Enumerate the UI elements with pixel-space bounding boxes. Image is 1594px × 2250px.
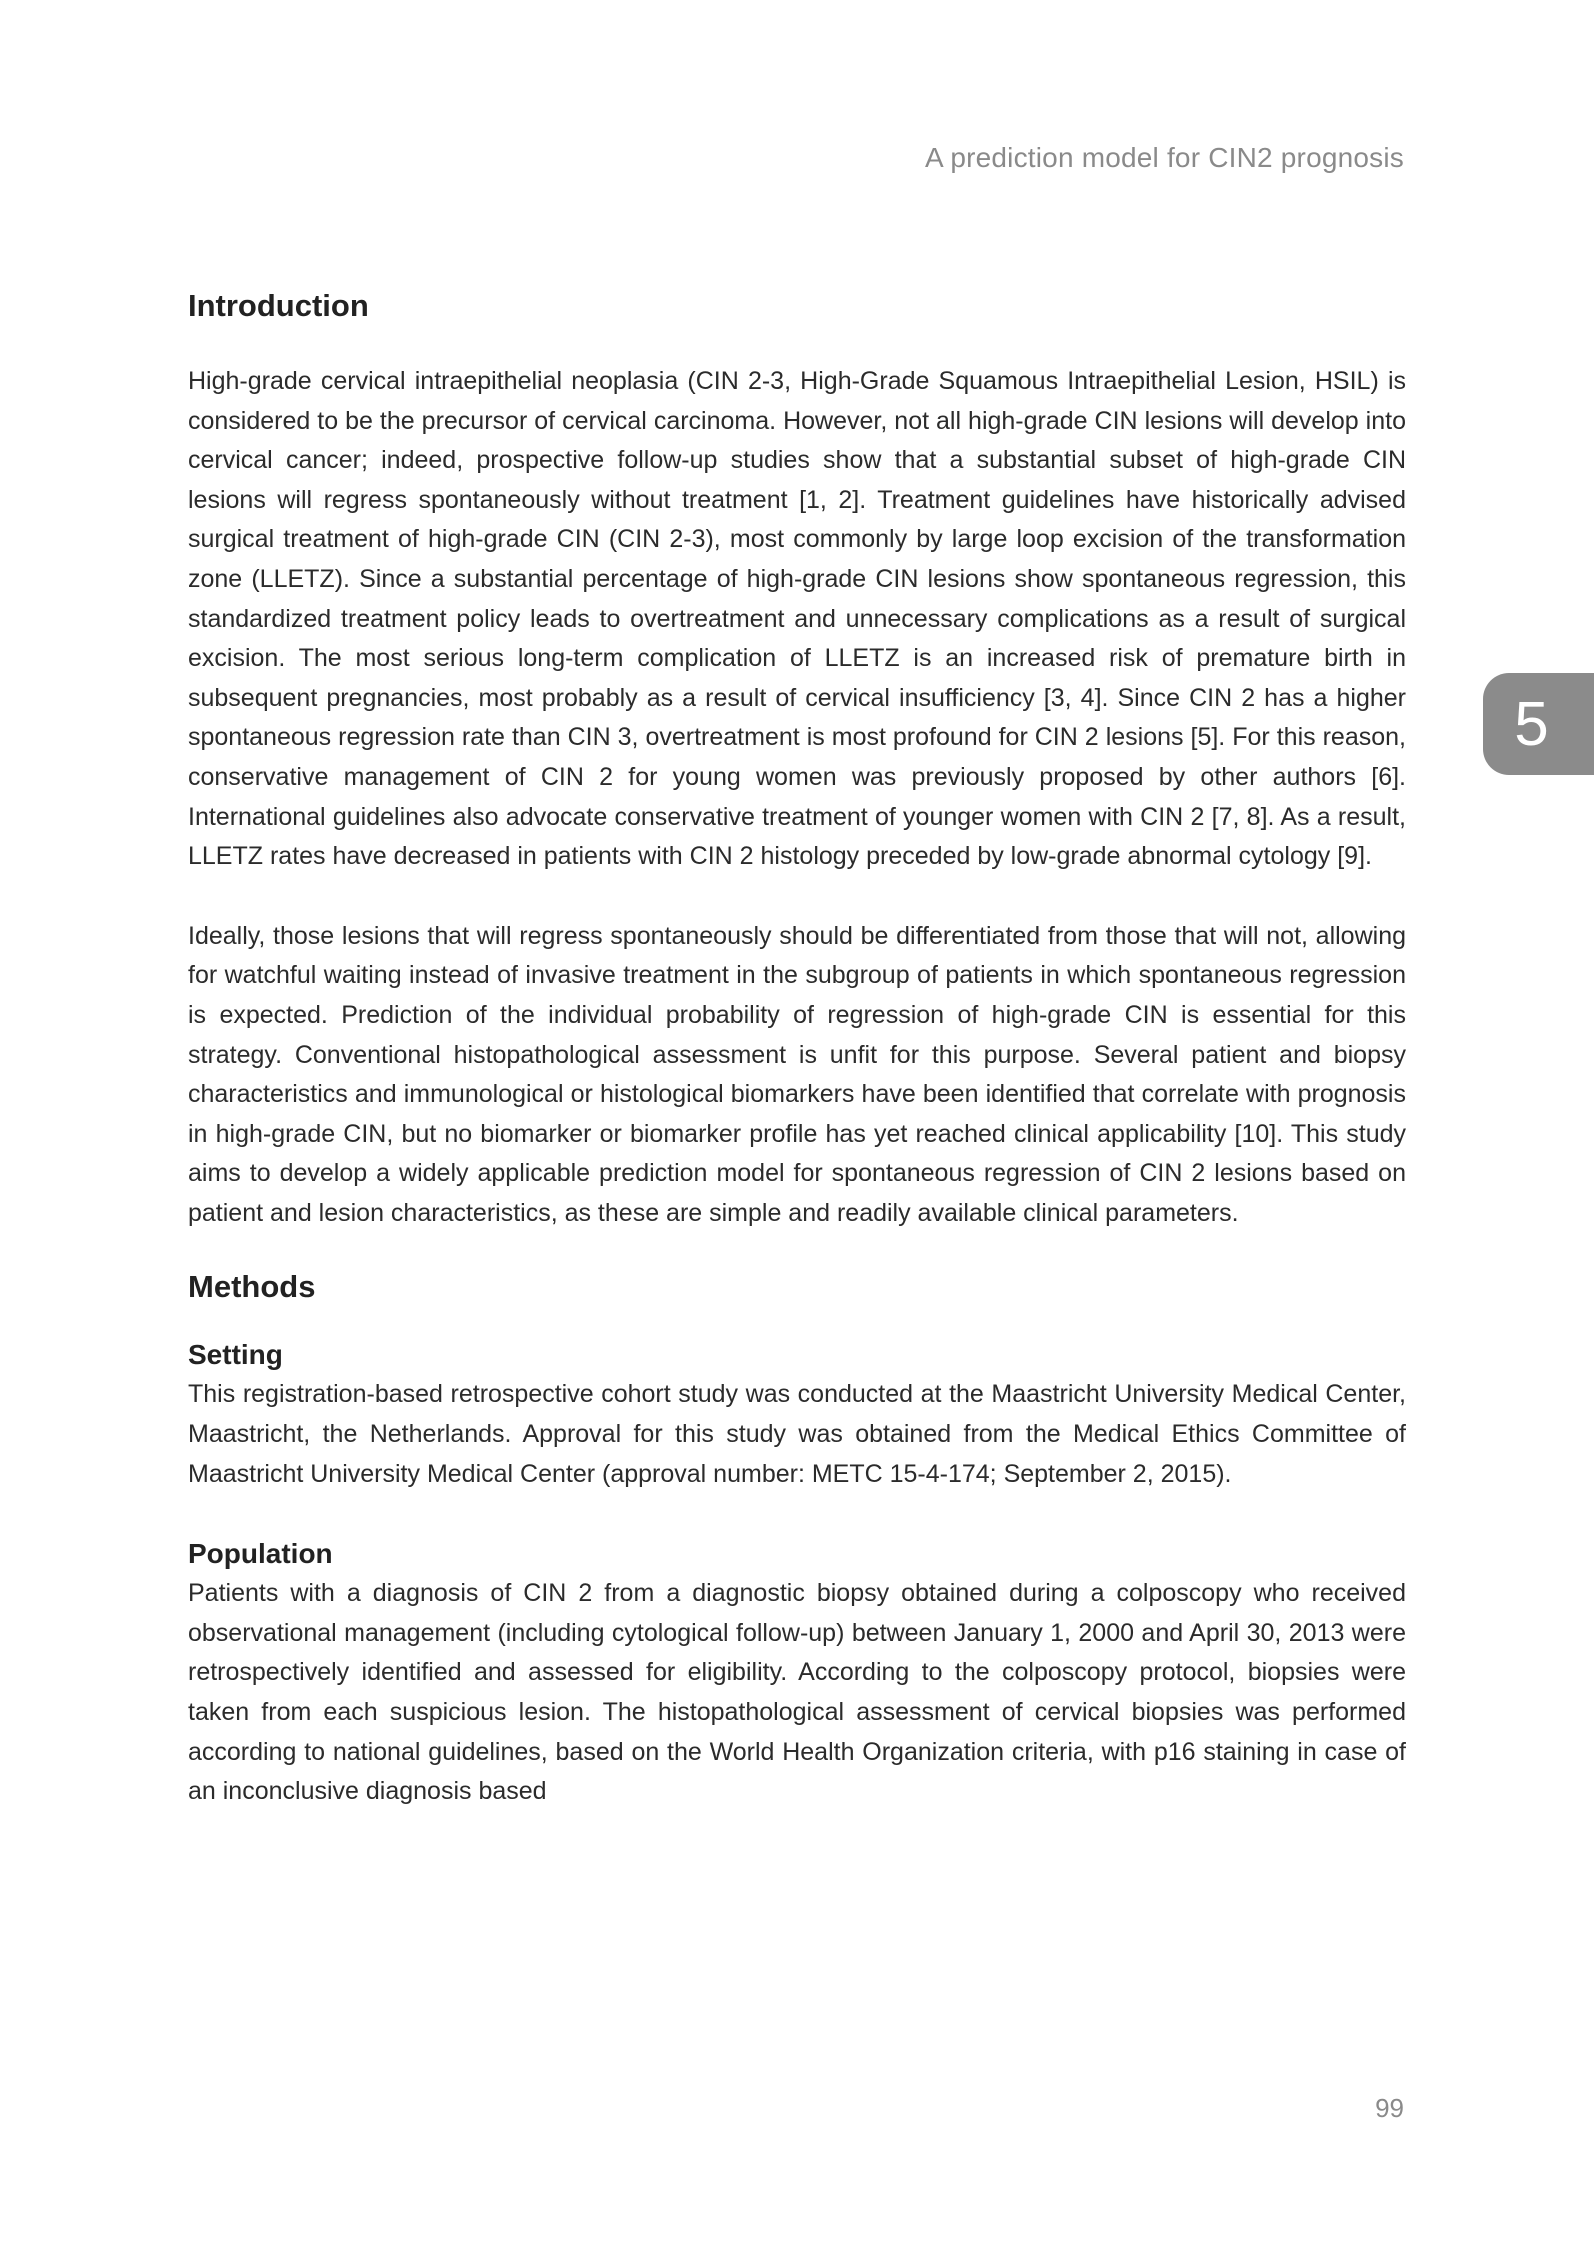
article-body [188, 280, 1406, 1812]
setting-paragraph: This registration-based retrospective cohort study was conducted at the Maastricht University Medical Center, Maastricht, the Netherlands. Approval for this study was obtained from the Medical Ethics Committee of Maastricht University Medical Center (approval number: METC 15-4-174; September 2, 2015). [188, 1380, 1406, 1488]
population-paragraph: Patients with a diagnosis of CIN 2 from a diagnostic biopsy obtained during a colposcopy who received observational management (including cytological follow-up) between January 1, 2000 and April 30, 2013 were retrospectively identified and assessed for eligibility. According to the colposcopy protocol, biopsies were taken from each suspicious lesion. The histopathological assessment of cervical biopsies was performed according to national guidelines, based on the World Health Organization criteria, with p16 staining in case of an inconclusive diagnosis based [188, 1579, 1406, 1806]
chapter-number: 5 [1514, 689, 1549, 759]
methods-heading: Methods [188, 1269, 316, 1305]
page-number: 99 [1375, 2093, 1404, 2123]
introduction-heading: Introduction [188, 288, 369, 323]
running-header: A prediction model for CIN2 prognosis [925, 142, 1404, 173]
population-heading: Population [188, 1538, 333, 1570]
chapter-tab [1483, 673, 1594, 775]
introduction-paragraph-1: High-grade cervical intraepithelial neoplasia (CIN 2-3, High-Grade Squamous Intraepithelial Lesion, HSIL) is considered to be the precursor of cervical carcinoma. However, not all high-grade CIN lesions will develop into cervical cancer; indeed, prospective follow-up studies show that a substantial subset of high-grade CIN lesions will regress spontaneously without treatment [1, 2]. Treatment guidelines have historically advised surgical treatment of high-grade CIN (CIN 2-3), most commonly by large loop excision of the transformation zone (LLETZ). Since a substantial percentage of high-grade CIN lesions show spontaneous regression, this standardized treatment policy leads to overtreatment and unnecessary complications as a result of surgical excision. The most serious long-term complication of LLETZ is an increased risk of premature birth in subsequent pregnancies, most probably as a result of cervical insufficiency [3, 4]. Since CIN 2 has a higher spontaneous regression rate than CIN 3, overtreatment is most profound for CIN 2 lesions [5]. For this reason, conservative management of CIN 2 for young women was previously proposed by other authors [6]. International guidelines also advocate conservative treatment of younger women with CIN 2 [7, 8]. As a result, LLETZ rates have decreased in patients with CIN 2 histology preceded by low-grade abnormal cytology [9]. [188, 367, 1406, 871]
setting-heading: Setting [188, 1339, 283, 1371]
introduction-paragraph-2: Ideally, those lesions that will regress spontaneously should be differentiated from those that will not, allowing for watchful waiting instead of invasive treatment in the subgroup of patients in which spontaneous regression is expected. Prediction of the individual probability of regression of high-grade CIN is essential for this strategy. Conventional histopathological assessment is unfit for this purpose. Several patient and biopsy characteristics and immunological or histological biomarkers have been identified that correlate with prognosis in high-grade CIN, but no biomarker or biomarker profile has yet reached clinical applicability [10]. This study aims to develop a widely applicable prediction model for spontaneous regression of CIN 2 lesions based on patient and lesion characteristics, as these are simple and readily available clinical parameters. [188, 921, 1406, 1227]
